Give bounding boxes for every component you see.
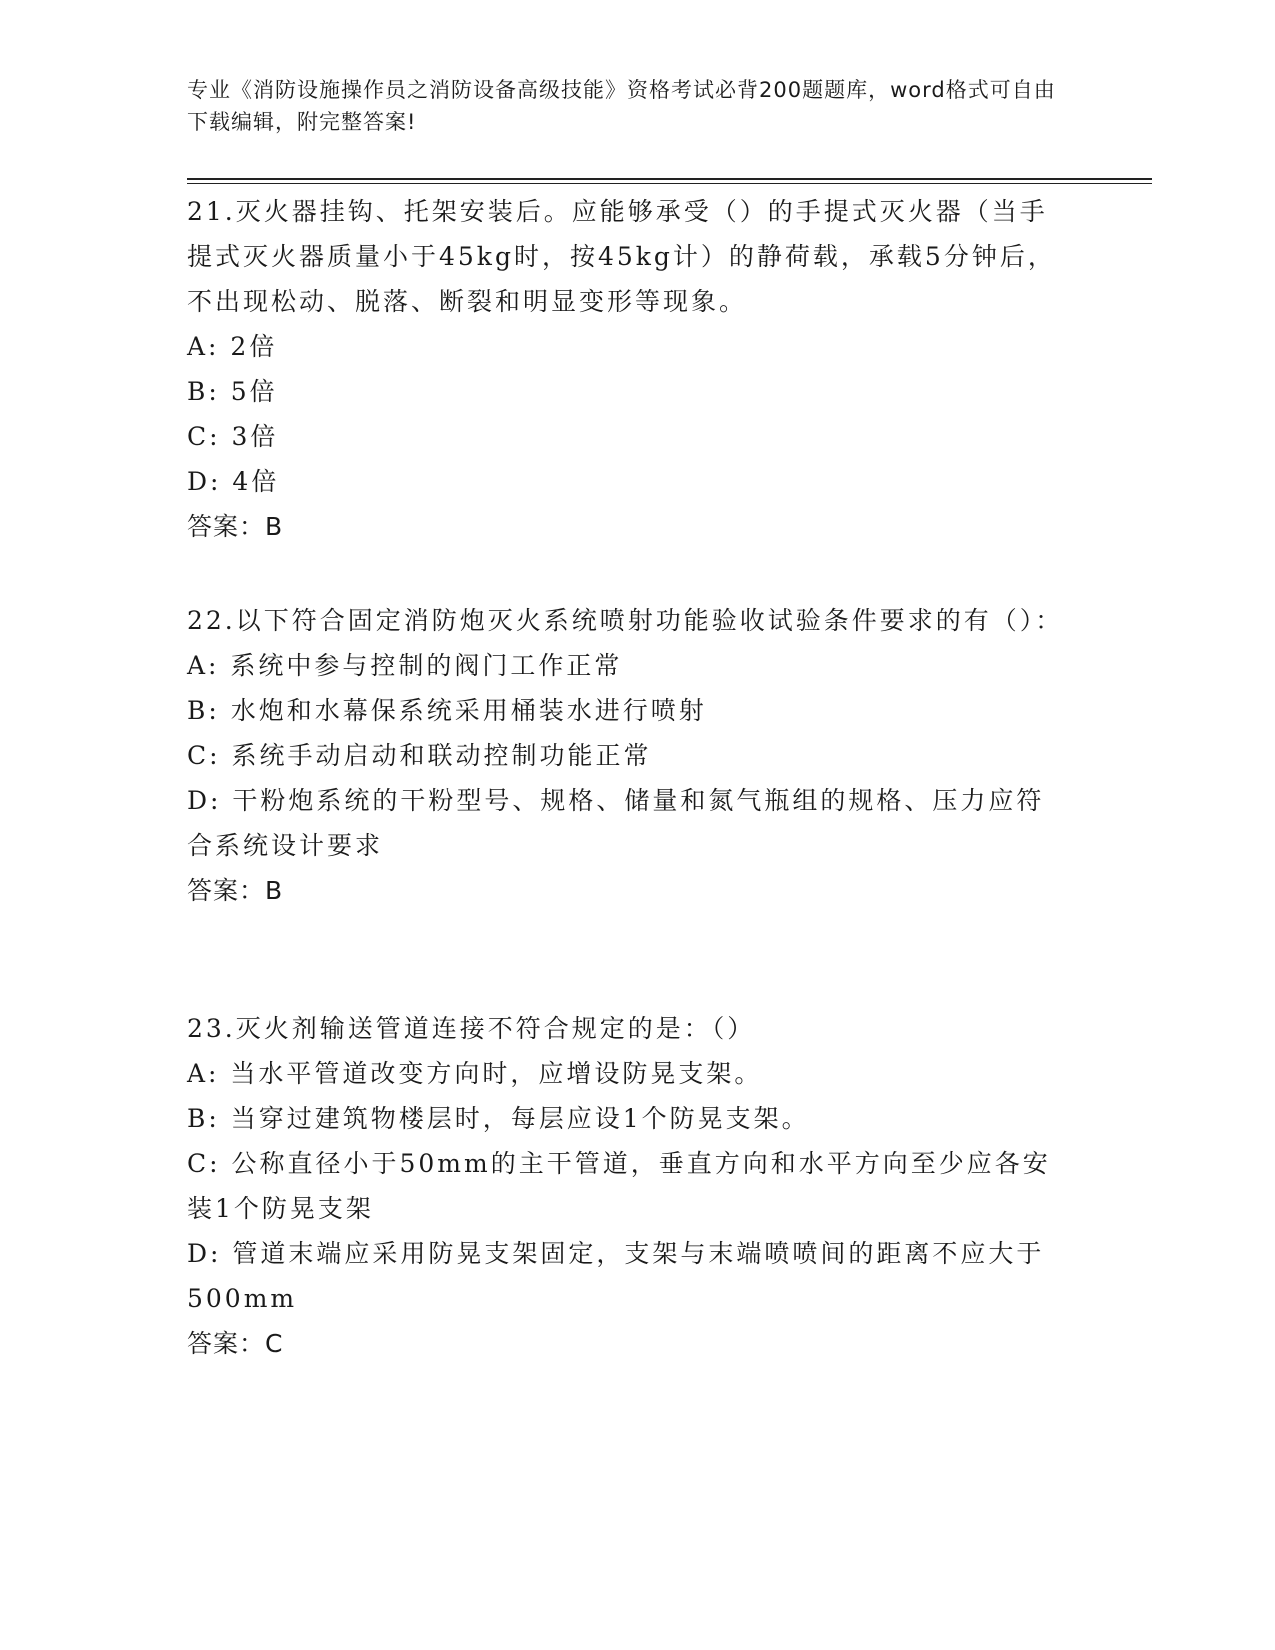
question-23 — [187, 1006, 1067, 1366]
option-c: C: 系统手动启动和联动控制功能正常 — [187, 741, 652, 770]
header-divider-thin — [187, 183, 1152, 184]
answer: 答案：C — [187, 1329, 284, 1358]
option-b: B: 水炮和水幕保系统采用桶装水进行喷射 — [187, 696, 707, 725]
option-c: C: 公称直径小于50mm的主干管道，垂直方向和水平方向至少应各安装1个防晃支架 — [187, 1149, 1051, 1223]
option-a: A: 当水平管道改变方向时，应增设防晃支架。 — [187, 1059, 763, 1088]
document-header: 专业《消防设施操作员之消防设备高级技能》资格考试必背200题题库，word格式可自由下载编辑，附完整答案! — [187, 78, 1056, 134]
option-d: D: 干粉炮系统的干粉型号、规格、储量和氮气瓶组的规格、压力应符合系统设计要求 — [187, 786, 1045, 860]
question-stem: 21.灭火器挂钩、托架安装后。应能够承受（）的手提式灭火器（当手提式灭火器质量小于45kg时，按45kg计）的静荷载，承载5分钟后，不出现松动、脱落、断裂和明显变形等现象。 — [187, 197, 1056, 316]
answer: 答案：B — [187, 876, 284, 905]
question-21 — [187, 189, 1067, 549]
option-a: A: 系统中参与控制的阀门工作正常 — [187, 651, 623, 680]
question-stem: 23.灭火剂输送管道连接不符合规定的是：（） — [187, 1014, 756, 1043]
answer: 答案：B — [187, 512, 284, 541]
question-22 — [187, 598, 1067, 913]
option-a: A: 2倍 — [187, 332, 278, 361]
header-divider-thick — [187, 178, 1152, 180]
option-d: D: 管道末端应采用防晃支架固定，支架与末端喷喷间的距离不应大于500mm — [187, 1239, 1045, 1313]
option-b: B: 当穿过建筑物楼层时，每层应设1个防晃支架。 — [187, 1104, 810, 1133]
option-b: B: 5倍 — [187, 377, 278, 406]
option-d: D: 4倍 — [187, 467, 280, 496]
question-stem: 22.以下符合固定消防炮灭火系统喷射功能验收试验条件要求的有（）： — [187, 606, 1064, 635]
option-c: C: 3倍 — [187, 422, 279, 451]
